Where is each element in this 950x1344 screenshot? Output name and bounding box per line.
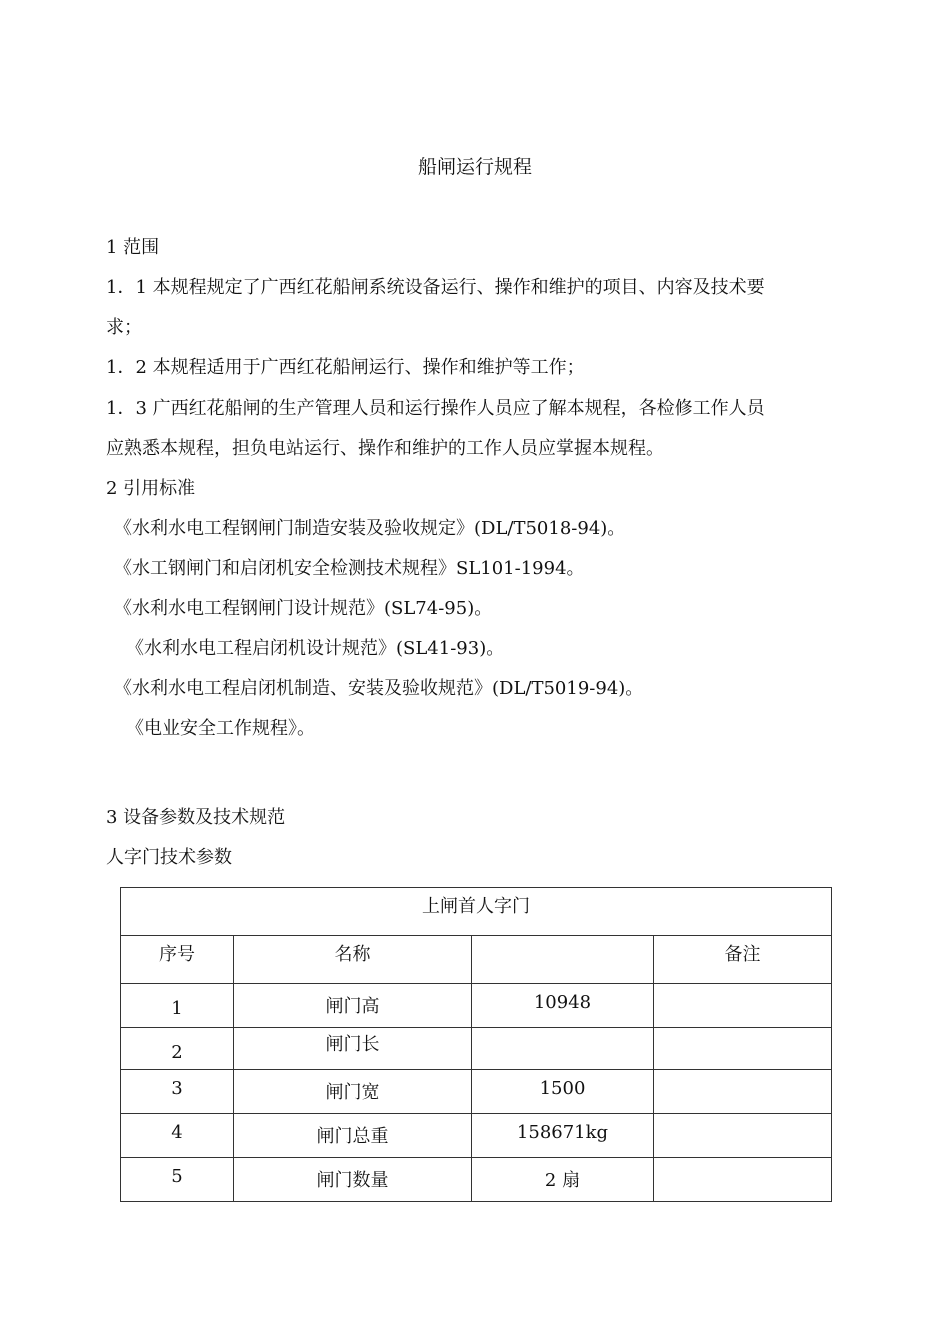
row-name: 闸门数量 xyxy=(316,1170,389,1191)
reference-item: 《水利水电工程启闭机设计规范》(SL41-93)。 xyxy=(126,638,505,659)
paragraph-1-3: 1．3 广西红花船闸的生产管理人员和运行操作人员应了解本规程，各检修工作人员 xyxy=(106,398,765,419)
paragraph-1-2: 1．2 本规程适用于广西红花船闸运行、操作和维护等工作； xyxy=(106,357,585,378)
reference-item: 《水利水电工程钢闸门设计规范》(SL74-95)。 xyxy=(114,598,493,619)
row-index: 4 xyxy=(171,1122,183,1143)
table-row xyxy=(121,1028,832,1070)
row-value: 158671kg xyxy=(516,1122,609,1143)
table-caption: 上闸首人字门 xyxy=(121,888,832,936)
table-row xyxy=(121,1114,832,1158)
table-row xyxy=(121,1070,832,1114)
row-index: 2 xyxy=(171,1042,183,1063)
row-index: 3 xyxy=(171,1078,183,1099)
row-remark xyxy=(654,1158,831,1166)
row-remark xyxy=(654,984,831,992)
miter-gate-parameter-table xyxy=(120,887,832,1202)
reference-item: 《水工钢闸门和启闭机安全检测技术规程》SL101-1994。 xyxy=(114,558,585,579)
header-remark: 备注 xyxy=(654,936,832,984)
row-value: 10948 xyxy=(533,992,592,1013)
section-heading-scope: 1 范围 xyxy=(106,237,160,258)
header-value xyxy=(472,936,654,984)
reference-item: 《水利水电工程启闭机制造、安装及验收规范》(DL/T5019-94)。 xyxy=(114,678,644,699)
table-row xyxy=(121,984,832,1028)
paragraph-1-1-cont: 求； xyxy=(106,317,142,338)
paragraph-1-1: 1．1 本规程规定了广西红花船闸系统设备运行、操作和维护的项目、内容及技术要 xyxy=(106,277,765,298)
header-name: 名称 xyxy=(234,936,472,984)
page-title: 船闸运行规程 xyxy=(417,156,532,178)
row-value: 2 扇 xyxy=(544,1170,581,1191)
row-name: 闸门宽 xyxy=(325,1082,380,1103)
header-index: 序号 xyxy=(121,936,234,984)
row-remark xyxy=(654,1114,831,1122)
section-heading-parameters: 3 设备参数及技术规范 xyxy=(106,807,286,828)
table-row xyxy=(121,1158,832,1202)
row-value: 1500 xyxy=(539,1078,586,1099)
row-name: 闸门长 xyxy=(325,1034,380,1055)
reference-item: 《电业安全工作规程》。 xyxy=(126,718,315,739)
row-index: 5 xyxy=(171,1166,183,1187)
row-remark xyxy=(654,1070,831,1078)
row-remark xyxy=(654,1028,831,1036)
row-index: 1 xyxy=(171,998,183,1019)
reference-item: 《水利水电工程钢闸门制造安装及验收规定》(DL/T5018-94)。 xyxy=(114,518,626,539)
row-name: 闸门高 xyxy=(325,996,380,1017)
row-value xyxy=(472,1028,653,1036)
row-name: 闸门总重 xyxy=(316,1126,389,1147)
subheading-miter-gate: 人字门技术参数 xyxy=(106,847,232,868)
paragraph-1-3-cont: 应熟悉本规程，担负电站运行、操作和维护的工作人员应掌握本规程。 xyxy=(106,438,664,459)
section-heading-references: 2 引用标准 xyxy=(106,478,196,499)
